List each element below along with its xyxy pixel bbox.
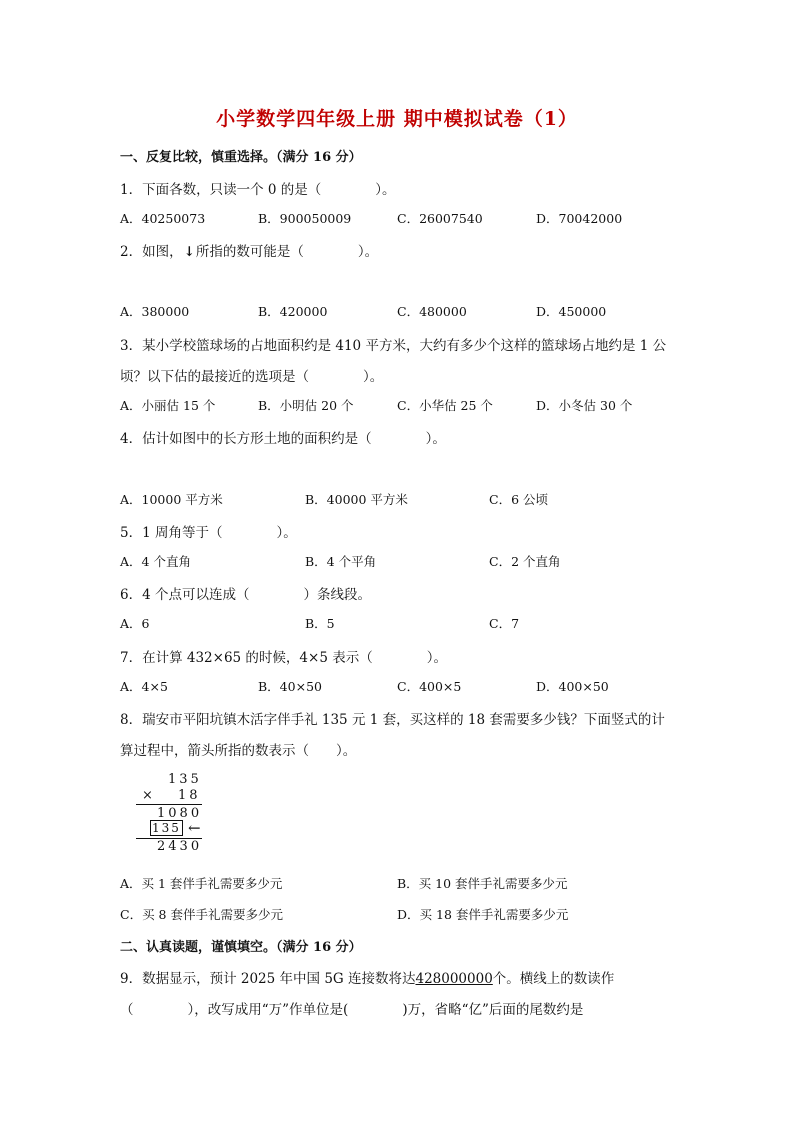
calc-product: 2430 bbox=[157, 839, 203, 854]
q6-option-a[interactable]: A．6 bbox=[120, 616, 150, 631]
q3-option-a[interactable]: A．小丽估 15 个 bbox=[120, 398, 216, 413]
q2-text-after: 所指的数可能是（ ）。 bbox=[195, 244, 379, 260]
question-5: 5．1 周角等于（ ）。 bbox=[120, 525, 297, 541]
calc-multiplicand: 135 bbox=[168, 772, 202, 787]
q6-option-b[interactable]: B．5 bbox=[305, 616, 335, 631]
q7-option-a[interactable]: A．4×5 bbox=[120, 679, 168, 694]
q8-option-b[interactable]: B．买 10 套伴手礼需要多少元 bbox=[397, 876, 568, 891]
q3-option-c[interactable]: C．小华估 25 个 bbox=[397, 398, 493, 413]
q4-option-a[interactable]: A．10000 平方米 bbox=[120, 492, 223, 507]
q9-underlined-number: 428000000 bbox=[415, 971, 493, 987]
q8-option-d[interactable]: D．买 18 套伴手礼需要多少元 bbox=[397, 907, 569, 922]
q5-option-c[interactable]: C．2 个直角 bbox=[489, 554, 561, 569]
q3-option-b[interactable]: B．小明估 20 个 bbox=[258, 398, 354, 413]
vertical-multiplication bbox=[120, 770, 230, 860]
question-6: 6．4 个点可以连成（ ）条线段。 bbox=[120, 587, 371, 603]
q7-option-b[interactable]: B．40×50 bbox=[258, 679, 322, 694]
q1-option-d[interactable]: D．70042000 bbox=[536, 211, 623, 226]
question-7: 7．在计算 432×65 的时候，4×5 表示（ ）。 bbox=[120, 650, 447, 666]
q7-option-c[interactable]: C．400×5 bbox=[397, 679, 462, 694]
q9-text-after: 个。横线上的数读作 bbox=[492, 971, 615, 987]
q3-option-d[interactable]: D．小冬估 30 个 bbox=[536, 398, 633, 413]
section-2-heading: 二、认真读题，谨慎填空。（满分 16 分） bbox=[120, 940, 362, 955]
down-arrow-icon: ↓ bbox=[183, 244, 195, 260]
q1-option-b[interactable]: B．900050009 bbox=[258, 211, 352, 226]
calc-multiplier: 18 bbox=[178, 788, 201, 803]
q2-option-a[interactable]: A．380000 bbox=[120, 304, 190, 319]
page-title: 小学数学四年级上册 期中模拟试卷（1） bbox=[216, 108, 578, 130]
section-1-heading: 一、反复比较，慎重选择。（满分 16 分） bbox=[120, 150, 362, 165]
q8-option-c[interactable]: C．买 8 套伴手礼需要多少元 bbox=[120, 907, 283, 922]
calc-rule-1 bbox=[136, 804, 202, 805]
q4-option-c[interactable]: C．6 公顷 bbox=[489, 492, 548, 507]
question-9-line-1 bbox=[120, 967, 614, 987]
q2-option-b[interactable]: B．420000 bbox=[258, 304, 328, 319]
times-sign-icon: × bbox=[142, 788, 156, 803]
question-3-line-2: 顷？以下估的最接近的选项是（ ）。 bbox=[120, 369, 384, 385]
question-9-line-2: （ ），改写成用“万”作单位是( )万，省略“亿”后面的尾数约是 bbox=[120, 1002, 584, 1018]
q2-text-before: 2．如图， bbox=[120, 244, 183, 260]
question-3-line-1: 3．某小学校篮球场的占地面积约是 410 平方米，大约有多少个这样的篮球场占地约是 1 公 bbox=[120, 338, 667, 354]
question-1: 1．下面各数，只读一个 0 的是（ ）。 bbox=[120, 182, 396, 198]
question-4: 4．估计如图中的长方形土地的面积约是（ ）。 bbox=[120, 431, 446, 447]
calc-partial-2 bbox=[150, 821, 183, 836]
q9-text-before: 9．数据显示，预计 2025 年中国 5G 连接数将达 bbox=[120, 971, 416, 987]
q1-option-c[interactable]: C．26007540 bbox=[397, 211, 483, 226]
q2-option-d[interactable]: D．450000 bbox=[536, 304, 607, 319]
question-8-line-1: 8．瑞安市平阳坑镇木活字伴手礼 135 元 1 套，买这样的 18 套需要多少钱？下面竖式的计 bbox=[120, 712, 665, 728]
q5-option-b[interactable]: B．4 个平角 bbox=[305, 554, 377, 569]
q4-option-b[interactable]: B．40000 平方米 bbox=[305, 492, 408, 507]
question-8-line-2: 算过程中，箭头所指的数表示（ ）。 bbox=[120, 743, 357, 759]
q6-option-c[interactable]: C．7 bbox=[489, 616, 520, 631]
left-arrow-icon: ← bbox=[188, 819, 201, 837]
q8-option-a[interactable]: A．买 1 套伴手礼需要多少元 bbox=[120, 876, 283, 891]
q2-option-c[interactable]: C．480000 bbox=[397, 304, 467, 319]
question-2 bbox=[120, 240, 378, 260]
q1-option-a[interactable]: A．40250073 bbox=[120, 211, 206, 226]
calc-partial-2-value: 135 bbox=[152, 821, 181, 835]
q7-option-d[interactable]: D．400×50 bbox=[536, 679, 609, 694]
q5-option-a[interactable]: A．4 个直角 bbox=[120, 554, 191, 569]
calc-partial-1: 1080 bbox=[157, 806, 203, 821]
